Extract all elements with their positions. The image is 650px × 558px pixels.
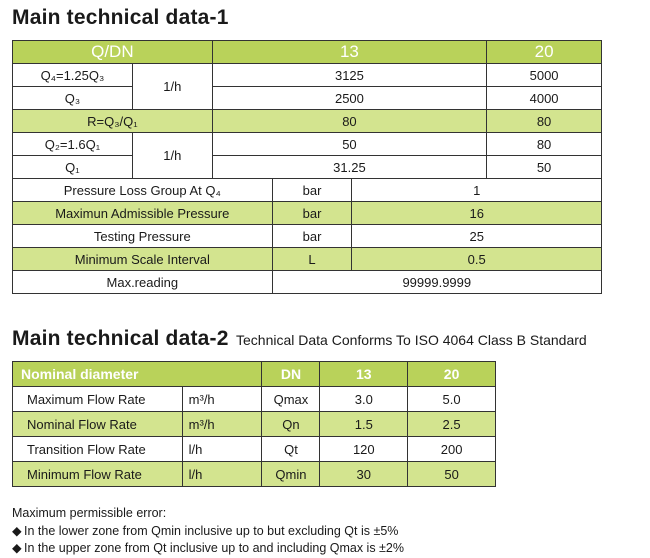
flow-name: Transition Flow Rate: [13, 437, 183, 462]
technical-data-2-table: [12, 361, 496, 487]
testing-pressure-value: 25: [352, 225, 602, 248]
table-row: [13, 156, 602, 179]
header-dn20: 20: [487, 41, 602, 64]
r-label: R=Q₃/Q₁: [13, 110, 213, 133]
r-dn20: 80: [487, 110, 602, 133]
max-reading-value: 99999.9999: [272, 271, 601, 294]
note-text: In the lower zone from Qmin inclusive up to but excluding Qt is ±5%: [24, 523, 399, 538]
table-header-row: [13, 41, 602, 64]
q1-dn20: 50: [487, 156, 602, 179]
scale-interval-value: 0.5: [352, 248, 602, 271]
q1-label: Q₁: [13, 156, 133, 179]
flow-name: Nominal Flow Rate: [13, 412, 183, 437]
flow-dn20: 2.5: [408, 412, 496, 437]
pressure-loss-value: 1: [352, 179, 602, 202]
header-dn20: 20: [408, 362, 496, 387]
note-text: In the upper zone from Qt inclusive up to and including Qmax is ±2%: [24, 541, 404, 555]
table-row: [13, 387, 496, 412]
q4-q3-unit: 1/h: [132, 64, 212, 110]
header-dn13: 13: [212, 41, 486, 64]
q4-dn13: 3125: [212, 64, 486, 87]
scale-interval-label: Minimum Scale Interval: [13, 248, 273, 271]
flow-dn20: 5.0: [408, 387, 496, 412]
q3-dn20: 4000: [487, 87, 602, 110]
q4-label: Q₄=1.25Q₃: [13, 64, 133, 87]
q3-dn13: 2500: [212, 87, 486, 110]
section2-title: Main technical data-2: [12, 327, 229, 350]
header-dn13: 13: [320, 362, 408, 387]
flow-dn13: 120: [320, 437, 408, 462]
note-item: [12, 540, 404, 558]
table-row: [13, 179, 602, 202]
q2-dn13: 50: [212, 133, 486, 156]
flow-unit: l/h: [182, 462, 262, 487]
max-reading-label: Max.reading: [13, 271, 273, 294]
flow-unit: m³/h: [182, 412, 262, 437]
table-header-row: [13, 362, 496, 387]
table-row: [13, 225, 602, 248]
flow-dn13: 30: [320, 462, 408, 487]
table-row: [13, 87, 602, 110]
flow-dn20: 200: [408, 437, 496, 462]
q1-dn13: 31.25: [212, 156, 486, 179]
notes-heading: Maximum permissible error:: [12, 506, 167, 520]
header-nominal-diameter: Nominal diameter: [13, 362, 262, 387]
table-row: [13, 412, 496, 437]
table-row: [13, 248, 602, 271]
pressure-loss-label: Pressure Loss Group At Q₄: [13, 179, 273, 202]
flow-name: Maximum Flow Rate: [13, 387, 183, 412]
technical-data-1-table: [12, 40, 602, 294]
q2-label: Q₂=1.6Q₁: [13, 133, 133, 156]
table-row: [13, 437, 496, 462]
error-notes: [12, 505, 404, 558]
flow-dn13: 1.5: [320, 412, 408, 437]
pressure-loss-unit: bar: [272, 179, 352, 202]
table-row: [13, 64, 602, 87]
section1-title: Main technical data-1: [12, 6, 229, 29]
diamond-bullet-icon: ◆: [12, 541, 22, 555]
flow-dn20: 50: [408, 462, 496, 487]
flow-symbol: Qmin: [262, 462, 320, 487]
testing-pressure-label: Testing Pressure: [13, 225, 273, 248]
scale-interval-unit: L: [272, 248, 352, 271]
flow-symbol: Qmax: [262, 387, 320, 412]
testing-pressure-unit: bar: [272, 225, 352, 248]
table-row: [13, 462, 496, 487]
header-q-dn: Q/DN: [13, 41, 213, 64]
max-pressure-unit: bar: [272, 202, 352, 225]
table-row: [13, 271, 602, 294]
flow-symbol: Qt: [262, 437, 320, 462]
header-dn: DN: [262, 362, 320, 387]
q2-dn20: 80: [487, 133, 602, 156]
diamond-bullet-icon: ◆: [12, 523, 22, 538]
flow-symbol: Qn: [262, 412, 320, 437]
flow-dn13: 3.0: [320, 387, 408, 412]
note-item: [12, 523, 404, 541]
table-row: [13, 202, 602, 225]
r-dn13: 80: [212, 110, 486, 133]
flow-name: Minimum Flow Rate: [13, 462, 183, 487]
flow-unit: l/h: [182, 437, 262, 462]
q3-label: Q₃: [13, 87, 133, 110]
q4-dn20: 5000: [487, 64, 602, 87]
q2-q1-unit: 1/h: [132, 133, 212, 179]
flow-unit: m³/h: [182, 387, 262, 412]
max-pressure-label: Maximun Admissible Pressure: [13, 202, 273, 225]
max-pressure-value: 16: [352, 202, 602, 225]
table-row: [13, 133, 602, 156]
table-row: [13, 110, 602, 133]
section2-subtitle: Technical Data Conforms To ISO 4064 Class B Standard: [236, 332, 587, 348]
